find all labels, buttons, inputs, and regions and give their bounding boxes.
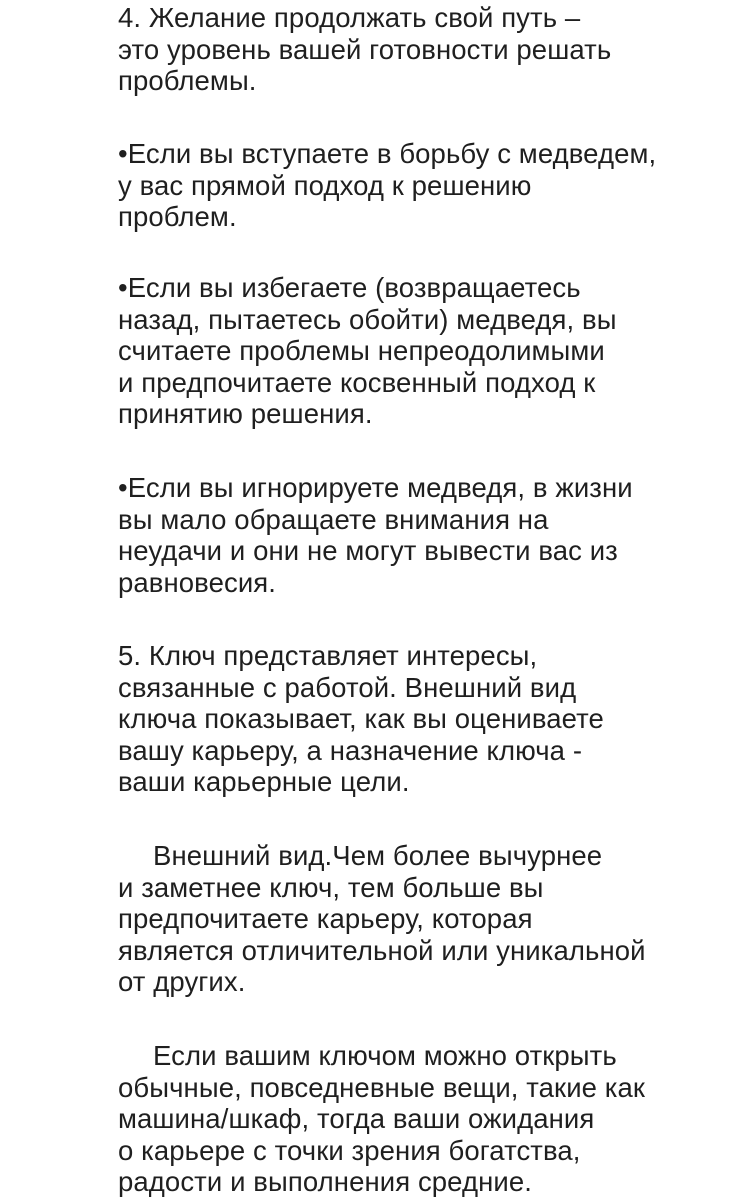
paragraph-desire — [118, 2, 708, 97]
text-line: обычные, повседневные вещи, такие как — [118, 1071, 646, 1103]
text-line: и предпочитаете косвенный подход к — [118, 366, 596, 398]
paragraph-key-purpose — [118, 1040, 708, 1198]
text-line: о карьере с точки зрения богатства, — [118, 1134, 581, 1166]
paragraph-key — [118, 640, 708, 798]
bullet-ignore-bear — [118, 472, 708, 598]
paragraph-key-appearance — [118, 840, 708, 998]
text-line: принятию решения. — [118, 398, 373, 429]
text-line: у вас прямой подход к решению — [118, 169, 532, 201]
text-line: равновесия. — [118, 566, 277, 598]
text-line: Если вашим ключом можно открыть — [153, 1040, 617, 1071]
text-line: проблем. — [118, 201, 237, 232]
text-line: назад, пытаетесь обойти) медведя, вы — [118, 303, 617, 335]
text-line: машина/шкаф, тогда ваши ожидания — [118, 1103, 595, 1134]
bullet-avoid-bear — [118, 272, 708, 430]
text-line: является отличительной или уникальной — [118, 934, 646, 966]
text-line: •Если вы вступаете в борьбу с медведем, — [118, 138, 657, 169]
text-line: 5. Ключ представляет интересы, — [118, 640, 538, 671]
text-line: от других. — [118, 966, 246, 997]
text-line: ключа показывает, как вы оцениваете — [118, 703, 604, 734]
text-line: Внешний вид.Чем более вычурнее — [153, 840, 603, 871]
text-line: и заметнее ключ, тем больше вы — [118, 871, 544, 903]
text-line: •Если вы избегаете (возвращаетесь — [118, 272, 581, 303]
text-line: вы мало обращаете внимания на — [118, 503, 549, 535]
bullet-fight-bear — [118, 138, 708, 233]
text-line: 4. Желание продолжать свой путь – — [118, 2, 581, 33]
text-line: это уровень вашей готовности решать — [118, 33, 612, 65]
text-line: вашу карьеру, а назначение ключа - — [118, 734, 583, 766]
text-line: радости и выполнения средние. — [118, 1166, 533, 1197]
text-line: проблемы. — [118, 65, 257, 96]
text-line: считаете проблемы непреодолимыми — [118, 335, 605, 366]
text-line: предпочитаете карьеру, которая — [118, 903, 533, 934]
text-line: связанные с работой. Внешний вид — [118, 671, 577, 703]
text-line: неудачи и они не могут вывести вас из — [118, 535, 618, 566]
text-line: ваши карьерные цели. — [118, 766, 410, 797]
text-line: •Если вы игнорируете медведя, в жизни — [118, 472, 633, 503]
